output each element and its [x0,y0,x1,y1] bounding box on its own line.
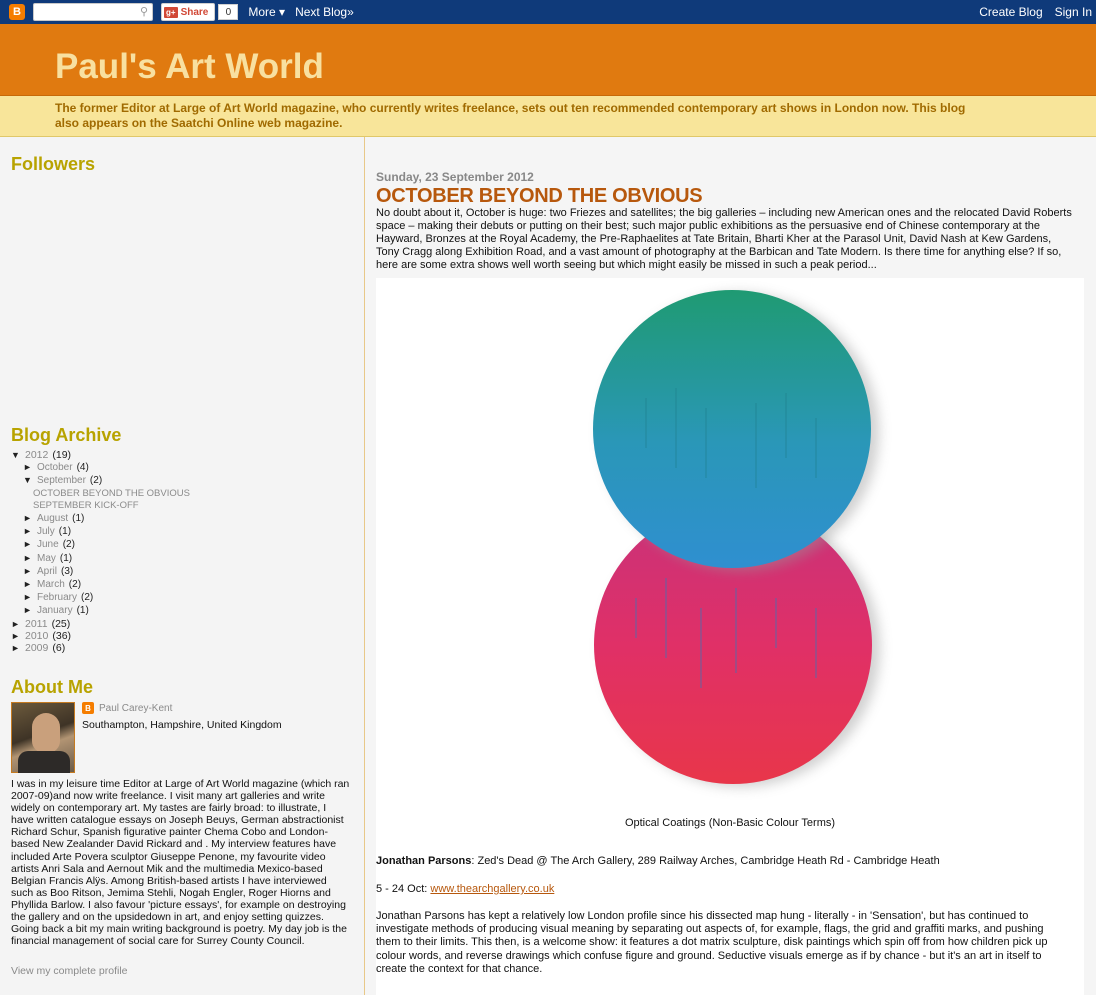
blog-archive-title: Blog Archive [11,425,122,445]
archive-toggle-icon[interactable]: ▼ [11,450,20,460]
archive-item[interactable] [11,552,190,565]
show-dates-line [376,883,554,895]
archive-item[interactable] [11,565,190,578]
navbar-search-input[interactable] [33,3,153,21]
artist-line [376,855,940,867]
archive-count: (1) [59,552,73,564]
archive-toggle-icon[interactable]: ▼ [23,475,32,486]
archive-post-link[interactable]: OCTOBER BEYOND THE OBVIOUS [33,487,190,499]
archive-count: (1) [72,513,85,525]
share-label: Share [180,6,209,18]
archive-count: (2) [62,539,75,551]
artist-show: : Zed's Dead @ The Arch Gallery, 289 Railway Arches, Cambridge Heath Rd - Cambridge Heath [471,855,940,867]
archive-count: (36) [52,629,72,642]
artist-name: Jonathan Parsons [376,855,472,867]
archive-toggle-icon[interactable]: ► [23,565,32,576]
archive-toggle-icon[interactable]: ► [11,643,20,654]
blogger-logo-icon[interactable]: B [9,4,25,20]
followers-title: Followers [11,154,96,174]
archive-count: (3) [61,565,74,577]
artwork-image[interactable] [376,278,1084,808]
archive-toggle-icon[interactable]: ► [23,526,32,537]
blog-header [0,24,1096,96]
archive-item[interactable] [11,618,190,630]
archive-count: (2) [81,592,94,604]
archive-period-link[interactable]: 2012 [25,449,49,461]
archive-count: (2) [68,579,82,591]
post-title[interactable]: OCTOBER BEYOND THE OBVIOUS [376,185,703,207]
post-date: Sunday, 23 September 2012 [376,170,534,184]
blogger-profile-icon: B [82,702,94,714]
more-menu[interactable]: More ▾ [248,5,286,19]
archive-count: (1) [76,605,89,617]
main-area [0,137,1096,995]
view-profile-link[interactable]: View my complete profile [11,965,128,977]
archive-toggle-icon[interactable]: ► [23,579,32,590]
gplus-icon: g+ [166,7,176,17]
archive-item[interactable] [11,525,190,538]
archive-count: (19) [52,449,72,461]
blog-description: The former Editor at Large of Art World magazine, who currently writes freelance, sets out ten recommended contemporary art shows in London now. This blog also appears on the Saatchi Online web magazine. [55,101,966,130]
profile-description: I was in my leisure time Editor at Large of Art World magazine (which ran 2007-09)and now write freelance. I visit many art galleries and write widely on contemporary art. My tastes are fairly broad: to illustrate, I have written catalogue essays on Joseph Beuys, German abstractionist Richard Schur, Spanish figurative painter Chema Cobo and London-based New Zealander David Rickard and . My interview features have included Arte Povera sculptor Giuseppe Penone, my favourite video artists Anri Sala and Aernout Mik and the multimedia Mexico-based Belgian Francis Alÿs. Among British-based artists I have interviewed such as Boo Ritson, Jemima Stehli, Nogah Engler, Roger Hiorns and Phyllida Barlow. I also favour 'picture essays', for example on destroying the gallery and on the upsidedown in art, and enjoy setting quizzes. Going back a bit my main writing background is poetry. My day job is the financial management of social care for Surrey County Council. [11,778,350,948]
blogger-navbar [0,0,1096,24]
archive-item[interactable] [11,449,190,461]
artwork-caption: Optical Coatings (Non-Basic Colour Terms) [624,817,836,829]
share-count-badge: 0 [218,4,238,20]
archive-item[interactable] [11,488,190,500]
gplus-share-button[interactable] [161,3,215,21]
archive-toggle-icon[interactable]: ► [23,513,32,524]
blog-title[interactable]: Paul's Art World [55,47,324,86]
archive-count: (2) [89,475,103,487]
next-blog-link[interactable]: Next Blog» [295,5,354,19]
archive-toggle-icon[interactable]: ► [23,539,32,550]
create-blog-link[interactable]: Create Blog [979,5,1043,19]
archive-period-link[interactable]: May [37,552,56,564]
archive-period-link[interactable]: June [37,539,59,551]
archive-period-link[interactable]: 2009 [25,642,49,655]
archive-period-link[interactable]: September [37,475,86,487]
archive-period-link[interactable]: February [37,592,78,604]
profile-name-row [82,702,172,714]
post-content [365,137,1096,995]
archive-toggle-icon[interactable]: ► [11,618,20,629]
archive-period-link[interactable]: October [37,462,73,474]
blog-description-bar [0,96,1096,137]
archive-period-link[interactable]: January [37,605,73,617]
archive-toggle-icon[interactable]: ► [23,605,32,616]
archive-item[interactable] [11,604,190,617]
navbar-right [967,0,1092,24]
archive-item[interactable] [11,591,190,604]
sign-in-link[interactable]: Sign In [1054,5,1092,19]
archive-item[interactable] [11,578,190,591]
archive-item[interactable] [11,630,190,642]
gallery-link[interactable]: www.thearchgallery.co.uk [430,883,555,895]
sidebar [0,137,365,995]
archive-count: (4) [76,462,89,474]
post-intro: No doubt about it, October is huge: two Friezes and satellites; the big galleries – including new American ones and the relocated David Roberts space – making their debuts or putting on their best; such major public exhibitions as the persuasive end of Chinese contemporary at the Hayward, Bronzes at the Royal Academy, the Pre-Raphaelites at Tate Britain, Bharti Kher at the Parasol Unit, David Nash at Kew Gardens, Tony Cragg along Exhibition Road, and a vast amount of photography at the Barbican and Tate Modern. Is there time for anything else? If so, here are some extra shows well worth seeing but which might easily be missed in such a peak period... [376,207,1072,271]
archive-item[interactable] [11,461,190,474]
archive-item[interactable] [11,512,190,525]
profile-shirt [18,751,70,773]
archive-item[interactable] [11,538,190,551]
post-body-box [376,278,1084,995]
archive-count: (1) [58,526,72,538]
archive-period-link[interactable]: July [37,526,55,538]
archive-item[interactable] [11,474,190,487]
archive-count: (25) [51,617,71,630]
archive-period-link[interactable]: 2010 [25,629,49,642]
archive-toggle-icon[interactable]: ► [23,462,32,473]
post-body-text: Jonathan Parsons has kept a relatively low London profile since his dissected map hung - literally - in 'Sensation', but has continued to investigate methods of producing visual meaning by separating out aspects of, for example, flags, the grid and graffiti marks, and pushing them to their limits. This then, is a welcome show: it features a dot matrix sculpture, disk paintings which spin off from how children pick up colour words, and reverse drawings which confuse figure and ground. Seductive visuals emerge as if by chance - but it's an art in itself to create the context for that chance. [376,910,1048,975]
archive-period-link[interactable]: April [37,565,58,577]
about-me-title: About Me [11,677,93,697]
archive-count: (6) [52,642,66,655]
profile-face [32,713,60,753]
top-disk-painting [593,290,871,568]
archive-post-link[interactable]: SEPTEMBER KICK-OFF [33,499,139,511]
archive-period-link[interactable]: August [37,513,69,525]
profile-photo[interactable] [11,702,75,773]
search-icon[interactable]: ⚲ [139,6,148,18]
profile-location: Southampton, Hampshire, United Kingdom [82,719,282,731]
archive-item[interactable] [11,500,190,512]
archive-toggle-icon[interactable]: ► [11,630,20,641]
archive-period-link[interactable]: 2011 [25,617,48,630]
archive-toggle-icon[interactable]: ► [23,592,32,603]
archive-item[interactable] [11,642,190,654]
archive-period-link[interactable]: March [37,579,65,591]
show-dates: 5 - 24 Oct: [376,883,431,895]
archive-toggle-icon[interactable]: ► [23,552,32,563]
profile-name-link[interactable]: Paul Carey-Kent [99,702,173,714]
blog-archive-list [11,449,190,654]
